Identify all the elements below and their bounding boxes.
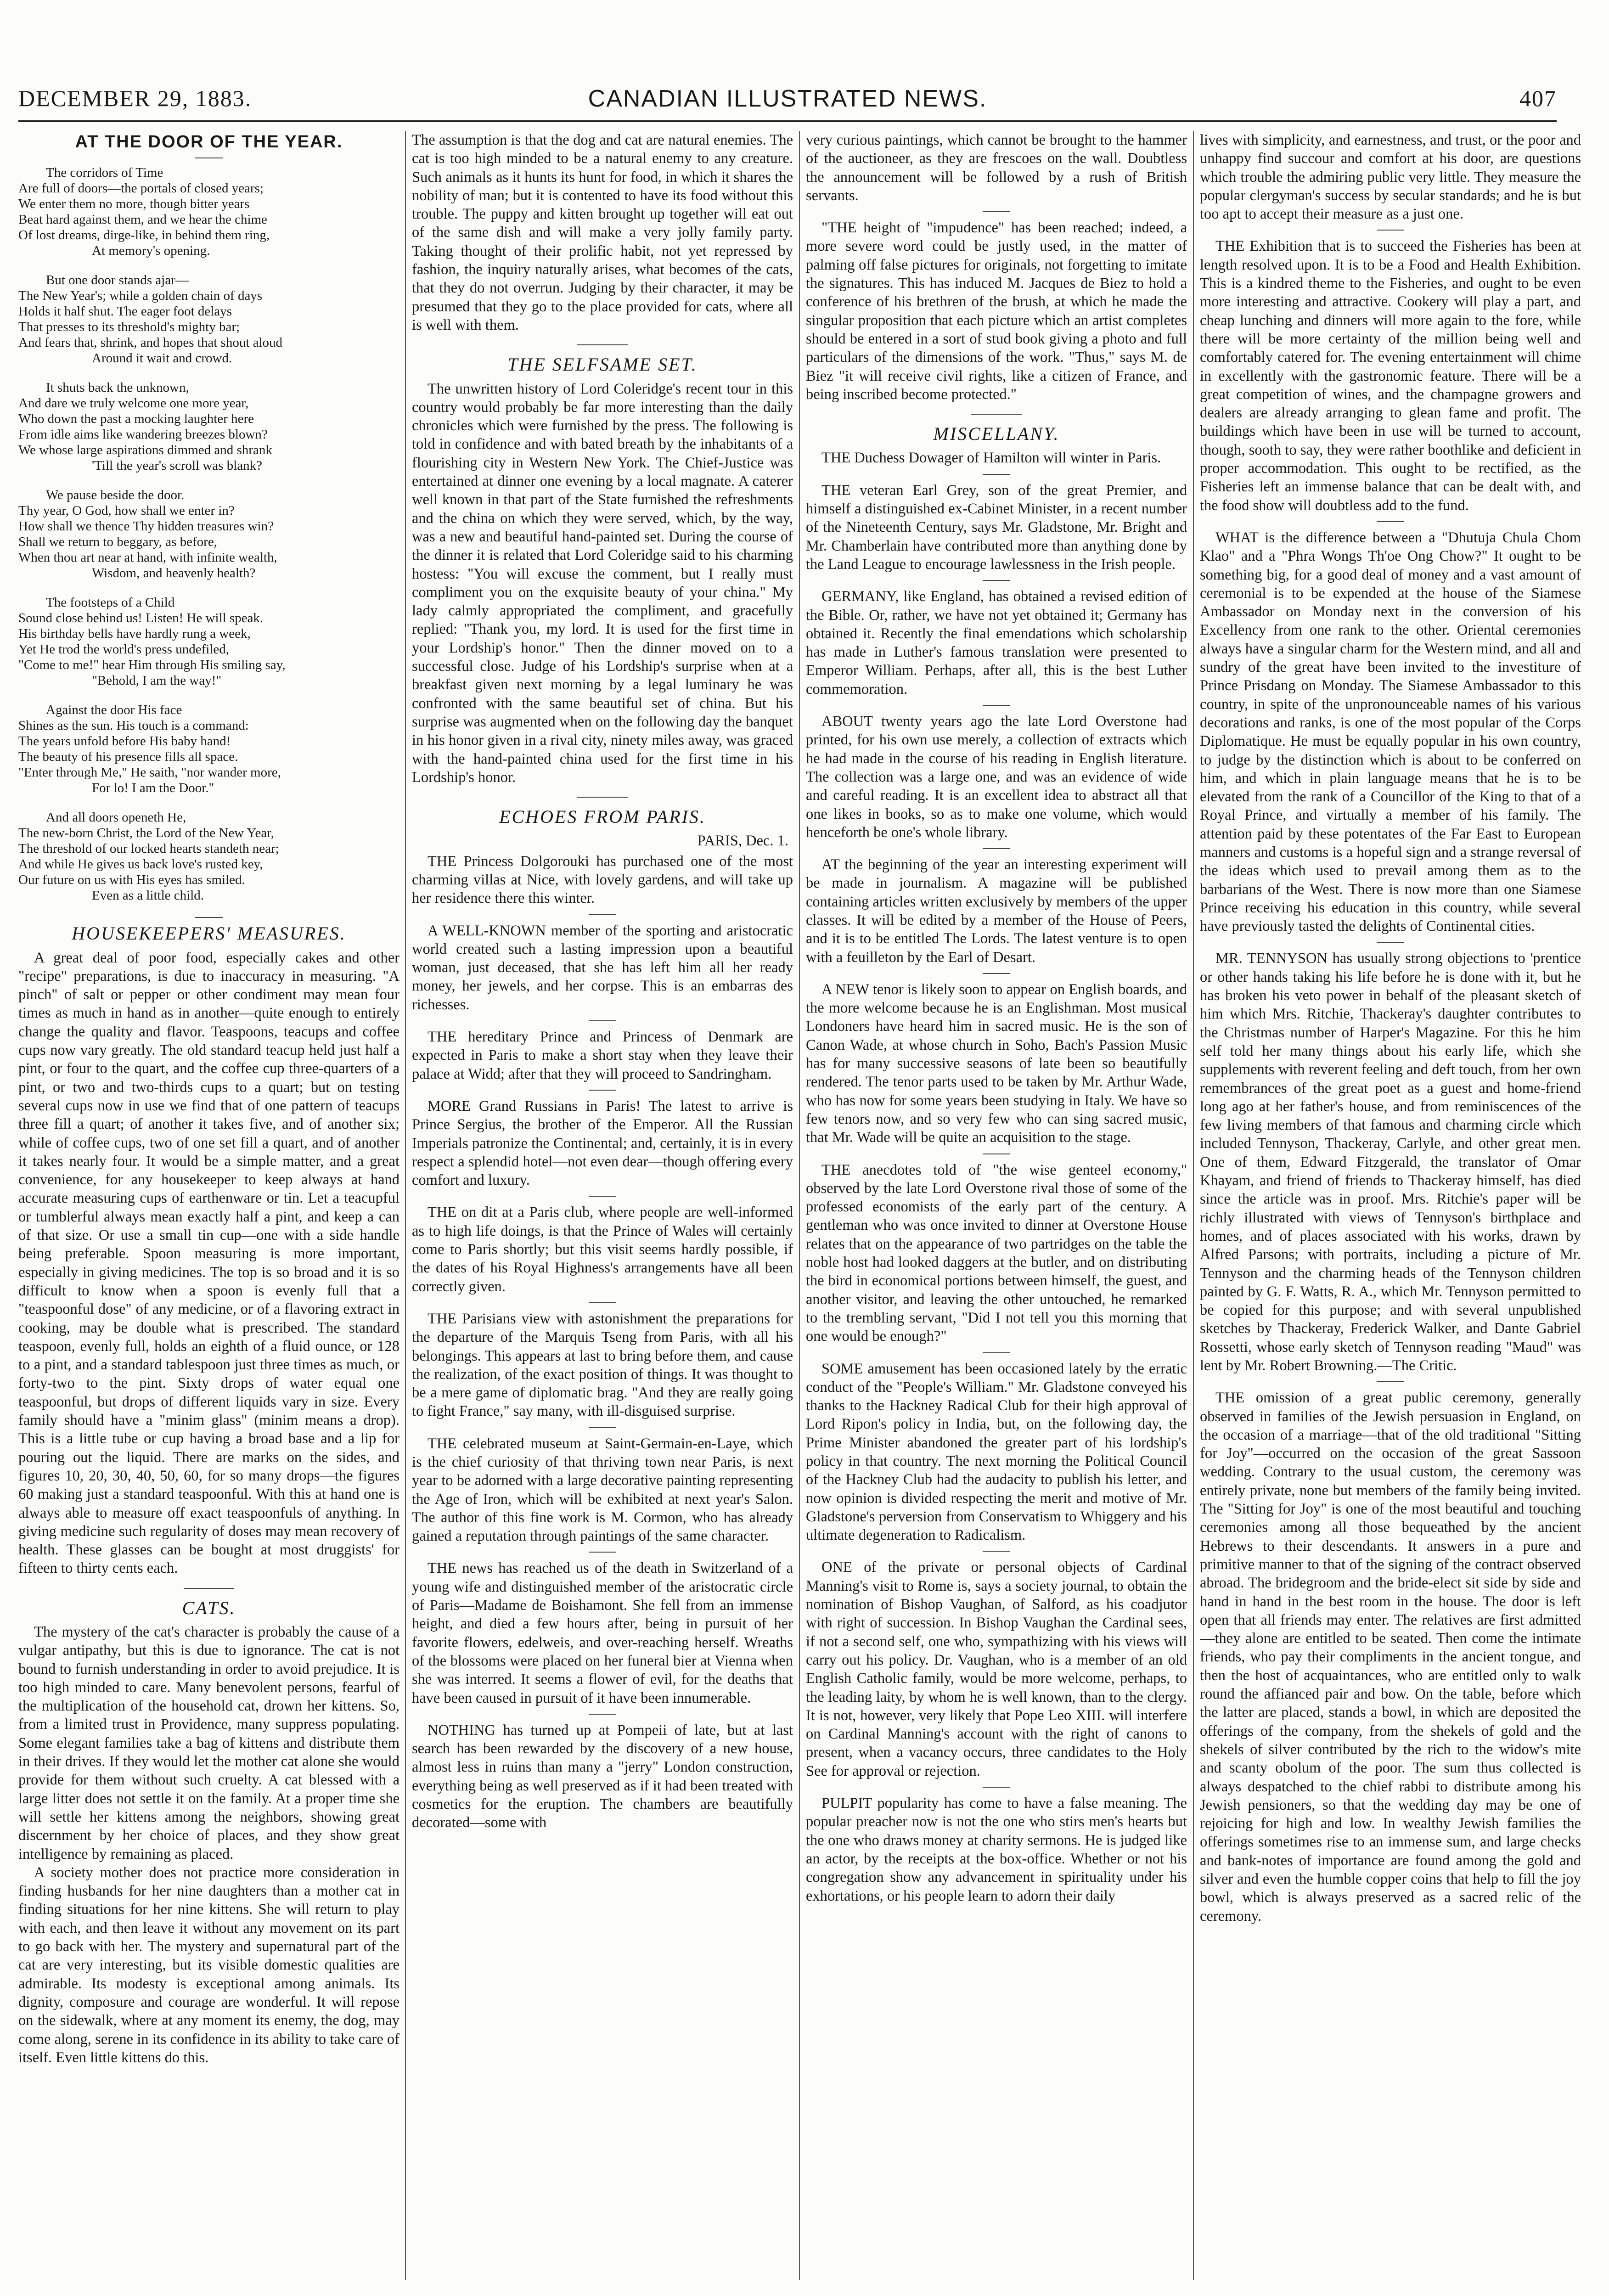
- paragraph: THE anecdotes told of "the wise genteel economy," observed by the late Lord Overstone rival those of some of the professed economists of the early part of the century. A gentleman who was once invited to dinner at Overstone House relates that on the appearance of two partridges on the table the noble host had looked daggers at the butler, and on distributing the bird in economical portions between himself, the guest, and another visitor, and leaving the other untouched, he remarked to the trembling servant, "Did I not tell you this morning that one would be enough?": [806, 1161, 1187, 1345]
- poem-line: But one door stands ajar—: [46, 273, 189, 288]
- paragraph: MORE Grand Russians in Paris! The latest to arrive is Prince Sergius, the brother of the Emperor. All the Russian Imperials patronize the Continental; and, certainly, it is in every respect a splendid hotel—not even dear—though offering every comfort and luxury.: [412, 1097, 793, 1189]
- poem-line: The footsteps of a Child: [46, 595, 175, 610]
- poem-line: We enter them no more, though bitter years: [18, 197, 250, 212]
- paragraph: THE news has reached us of the death in Switzerland of a young wife and distinguished member of the aristocratic circle of Paris—Madame de Boishamont. She fell from an immense height, and died a few hours after, being in pursuit of her favorite flowers, edelweis, and over-reaching herself. Wreaths of the blossoms were placed on her funeral bier at Vienna when she was interred. It seems a flower of evil, for the deaths that have been caused in pursuit of it have been innumerable.: [412, 1560, 793, 1706]
- paragraph: THE Exhibition that is to succeed the Fisheries has been at length resolved upon. It is to be a Food and Health Exhibition. This is a kindred theme to the Fisheries, and ought to be even more interesting and attractive. Cookery will play a part, and cheap lunching and dinners will more again to the fore, while there will be more certainty of the million being well and comfortably catered for. The evening entertainment will chime in excellently with the gastronomic feature. There will be a great competition of wines, and the champagne growers and dealers are already arranging to glean fame and profit. The buildings which have been in use will be turned to account, though, sooth to say, they were rather boothlike and deficient in proper accommodation. This ought to be rectified, as the Fisheries left an immense balance that can be dealt with, and the food show will doubtless add to the fund.: [1200, 238, 1581, 514]
- paragraph: "THE height of "impudence" has been reached; indeed, a more severe word could be justly used, in the matter of palming off false pictures for originals, not forgetting to imitate the signatures. This has induced M. Jacques de Biez to hold a conference of his brethren of the brush, at which he made the singular proposition that each picture which an artist completes should be entered in a sort of stud book giving a photo and full particulars of the dimensions of the work. "Thus," says M. de Biez "it will receive civil rights, like a citizen of France, and being inscribed become protected.": [806, 219, 1187, 403]
- masthead-rule: [18, 120, 1557, 122]
- item-separator: [589, 1090, 616, 1091]
- column-3: [806, 131, 1187, 2285]
- poem-line: Holds it half shut. The eager foot delays: [18, 304, 232, 319]
- paragraph: THE Duchess Dowager of Hamilton will winter in Paris.: [821, 450, 1161, 467]
- paragraph: The mystery of the cat's character is probably the cause of a vulgar antipathy, but this is due to ignorance. The cat is not bound to furnish understanding in order to avoid prejudice. It is too high minded to care. Many benevolent persons, fearful of the multiplication of the household cat, drown her kittens. So, from a limited trust in Providence, many suppress populating. Some elegant families take a bag of kittens and distribute them in their drives. If they would let the mother cat alone she would provide for them without such cruelty. A cat blessed with a large litter does not settle it on the family. At a proper time she will settle her kittens among the neighbors, showing great discernment by her choice of places, and they show great intelligence by remaining as placed.: [18, 1623, 399, 1863]
- poem-line: Around it wait and crowd.: [92, 351, 232, 366]
- item-separator: [589, 1714, 616, 1715]
- paragraph: NOTHING has turned up at Pompeii of late, but at last search has been rewarded by the discovery of a new house, almost less in ruins than many a "jerry" London construction, everything being as well preserved as if it had been treated with cosmetics for the eruption. The chambers are beautifully decorated—some with: [412, 1722, 793, 1831]
- paragraph: ABOUT twenty years ago the late Lord Overstone had printed, for his own use merely, a collection of extracts which he had made in the course of his reading in English literature. The collection was a large one, and was an evidence of wide and careful reading. It is an excellent idea to abstract all that one likes in books, so as to make one volume, which would henceforth be one's whole library.: [806, 713, 1187, 841]
- poem-line: Wisdom, and heavenly health?: [92, 566, 256, 581]
- column-rule: [799, 131, 800, 2280]
- item-separator: [589, 914, 616, 915]
- poem-line: The New Year's; while a golden chain of days: [18, 288, 263, 304]
- article-echoes-from-paris: [412, 852, 793, 1832]
- paragraph: THE veteran Earl Grey, son of the great Premier, and himself a distinguished ex-Cabinet Minister, in a recent number of the Nineteenth Century, says Mr. Gladstone, Mr. Bright and Mr. Chamberlain have contributed more than anything done by the Land League to encourage lawlessness in the Irish people.: [806, 482, 1187, 573]
- poem-line: We pause beside the door.: [46, 488, 185, 503]
- item-separator: [983, 474, 1010, 475]
- separator: [195, 917, 223, 918]
- paragraph: THE Parisians view with astonishment the preparations for the departure of the Marquis Tseng from Paris, with all his belongings. This appears at last to bring before them, and cause the realization, of the exact position of things. It was thought to be a mere game of diplomatic brag. "And they are really going to fight France," say many, with ill-disguised surprise.: [412, 1310, 793, 1420]
- poem-line: Beat hard against them, and we hear the chime: [18, 212, 267, 227]
- poem-line: Sound close behind us! Listen! He will speak.: [18, 611, 264, 626]
- item-separator: [589, 1196, 616, 1197]
- paragraph: The unwritten history of Lord Coleridge's recent tour in this country would probably be far more interesting than the daily chronicles which were furnished by the press. The following is told in confidence and with bated breath by the inhabitants of a flourishing city in Western New York. The Chief-Justice was entertained at dinner one evening by a local magnate. A caterer well known in that part of the State furnished the refreshments and the china on which they were served, which, by the way, was a new and beautiful hand-painted set. During the course of the dinner it is related that Lord Coleridge said to his charming hostess: "You will excuse the comment, but I really must compliment you on the exquisite beauty of your china." My lady calmly appropriated the compliment, and gracefully replied: "Thank you, my lord. It is used for the first time in your Lordship's honor." Then the dinner moved on to a successful close. Judge of his Lordship's surprise when at a breakfast given next morning by a legal luminary he was confronted with the same beautiful set of china. But his surprise was augmented when on the following day the banquet in his honor given in a rival city, ninety miles away, was graced with the hand-painted china used for the first time in his Lordship's honor.: [412, 380, 793, 786]
- article-selfsame-set: [412, 380, 793, 787]
- item-separator: [983, 1787, 1010, 1788]
- item-separator: [1377, 1381, 1404, 1382]
- separator: [184, 1588, 234, 1589]
- paragraph: A NEW tenor is likely soon to appear on English boards, and the more welcome because he is an Englishman. Most musical Londoners have heard him in sacred music. He is the son of Canon Wade, at whose church in Soho, Bach's Passion Music has for many successive seasons of late been so beautifully rendered. The tenor parts used to be taken by Mr. Arthur Wade, who has now for some years been studying in Italy. We have so few tenors now, and so very few who can sing sacred music, that Mr. Wade will be quite an acquisition to the stage.: [806, 981, 1187, 1146]
- poem-line: Shines as the sun. His touch is a command:: [18, 718, 249, 733]
- paragraph: ONE of the private or personal objects of Cardinal Manning's visit to Rome is, says a society journal, to obtain the nomination of Bishop Vaughan, of Salford, as his coadjutor with right of succession. In Bishop Vaughan the Cardinal sees, if not a second self, one who, sympathizing with his views will carry out his policy. Dr. Vaughan, who is a member of an old English Catholic family, would be more welcome, perhaps, to the leading laity, by whom he is well known, than to the clergy. It is not, however, very likely that Pope Leo XIII. will interfere on Cardinal Manning's account with the right of canons to present, when a vacancy occurs, three candidates to the Holy See for approval or rejection.: [806, 1559, 1187, 1779]
- poem-stanza: [18, 702, 399, 796]
- poem-stanza: [18, 595, 399, 688]
- paragraph: lives with simplicity, and earnestness, and trust, or the poor and unhappy find succour and comfort at his door, are questions which trouble the admiring public very little. They measure the popular clergyman's success by secular standards; and he is but too apt to accept their measure as a just one.: [1200, 132, 1581, 223]
- paragraph: WHAT is the difference between a "Dhutuja Chula Chom Klao" and a "Phra Wongs Th'oe Ong Chow?" It ought to be something big, for a good deal of money and a vast amount of ceremonial is to be expended at the house of the Siamese Ambassador on Monday next in the conversion of his Excellency from one rank to the other. Oriental ceremonies always have a singular charm for the Western mind, and all and sundry of the great have been invited to the investiture of Prince Prisdang on Monday. The Siamese Ambassador to this country, in spite of the unpronounceable names of his various decorations and ranks, is one of the most popular of the Corps Diplomatique. He must be equally popular in his own country, to judge by the distinction which is about to be conferred on him, and which in plain language means that he is to be elevated from the rank of a Councillor of the King to that of a Royal Prince, and virtually a member of his family. The attention paid by these potentates of the Far East to European manners and customs is a hopeful sign and a strange reversal of the ideas which used to prevail among them as to the barbarians of the West. There is now more than one Siamese Prince receiving his education in this country, while several have previously tasted the delights of Continental cities.: [1200, 529, 1581, 935]
- item-separator: [983, 580, 1010, 581]
- article-cats: [18, 1623, 399, 2067]
- paragraph: A society mother does not practice more consideration in finding husbands for her nine daughters than a mother cat in finding situations for her nine kittens. She will return to play with each, and then leave it without any movement on its part to go back with her. The mystery and supernatural part of the cat are very interesting, but its visible domestic qualities are admirable. Its modesty is exceptional among animals. Its dignity, composure and courage are wonderful. It will repose on the sidewalk, where at any moment its enemy, the dog, may come along, serene in its confidence in its ability to take care of itself. Even little kittens do this.: [18, 1864, 399, 2066]
- article-title-cats: CATS.: [182, 1597, 236, 1618]
- item-separator: [983, 973, 1010, 974]
- poem-line: The corridors of Time: [46, 165, 163, 180]
- item-separator: [983, 211, 1010, 212]
- paragraph: A great deal of poor food, especially cakes and other "recipe" preparations, is due to inaccuracy in measuring. "A pinch" of salt or pepper or other condiment may mean four times as much in hand as in another—quite enough to entirely change the quality and flavor. Teaspoons, teacups and coffee cups now vary greatly. The old standard teacup held just half a pint, or four to the quart, and the coffee cup three-quarters of a pint, or two and two-thirds cups to a quart; but on testing several cups now in use we find that of one pattern of teacups three fill a quart; of another it takes five, and of another six; while of coffee cups, two of one set fill a quart, and of another it takes nearly four. It would be a simple matter, and a great convenience, for any housekeeper to keep always at hand accurate measuring cups of earthenware or tin. Let a teacupful or tumblerful always mean exactly half a pint, and keep a can of that size. Or use a small tin cup—one with a side handle being preferable. Spoon measuring is more important, especially in giving medicines. The top is so broad and it is so difficult to know when a spoon is evenly full that a "teaspoonful dose" of any medicine, or of a flavoring extract in cooking, may be double what is prescribed. The standard teaspoon, evenly full, holds an eighth of a fluid ounce, or 128 to a pint, and a standard tablespoon just three times as much, or forty-two to the pint. Sixty drops of water equal one teaspoonful, but drops of different liquids vary in size. Every family should have a "minim glass" (minim means a drop). This is a little tube or cup having a broad base and a lip for pouring out the liquid. There are marks on the sides, and figures 10, 20, 30, 40, 50, 60, for so many drops—the figures 60 making just a standard teaspoonful. With this at hand one is always able to measure off exact teaspoonfuls of anything. In giving medicine such regularity of doses may mean recovery of health. These glasses can be bought at most druggists' for fifteen to thirty cents each.: [18, 949, 399, 1577]
- poem-line: At memory's opening.: [92, 243, 210, 259]
- paragraph: A WELL-KNOWN member of the sporting and aristocratic world created such a lasting impression upon a beautiful woman, just deceased, that she has left him all her ready money, her jewels, and her corpse. This is an embarras des richesses.: [412, 922, 793, 1013]
- item-separator: [589, 1427, 616, 1428]
- paragraph: AT the beginning of the year an interesting experiment will be made in journalism. A magazine will be published containing articles written exclusively by members of the upper classes. It will be edited by a member of the House of Peers, and it is to be entitled The Lords. The latest venture is to open with a feuilleton by the Earl of Desart.: [806, 856, 1187, 966]
- poem-line: For lo! I am the Door.": [92, 781, 214, 796]
- poem-line: Are full of doors—the portals of closed years;: [18, 181, 264, 196]
- poem-stanza: [18, 380, 399, 473]
- poem: [18, 165, 399, 903]
- poem-title: AT THE DOOR OF THE YEAR.: [75, 132, 343, 152]
- poem-line: His birthday bells have hardly rung a week,: [18, 626, 251, 642]
- poem-line: The new-born Christ, the Lord of the New Year,: [18, 826, 274, 841]
- poem-line: We whose large aspirations dimmed and shrank: [18, 443, 272, 458]
- poem-stanza: [18, 487, 399, 581]
- poem-line: Our future on us with His eyes has smiled.: [18, 872, 245, 888]
- item-separator: [589, 1020, 616, 1021]
- poem-line: Against the door His face: [46, 703, 182, 718]
- item-separator: [589, 1552, 616, 1553]
- article-title-selfsame-set: THE SELFSAME SET.: [507, 354, 698, 375]
- poem-line: How shall we thence Thy hidden treasures win?: [18, 519, 274, 534]
- separator: [971, 414, 1022, 415]
- column-rule: [1193, 131, 1194, 2280]
- item-separator: [1377, 230, 1404, 231]
- article-miscellany-continued: [1200, 131, 1581, 1925]
- column-2: [412, 131, 793, 2285]
- paragraph: GERMANY, like England, has obtained a revised edition of the Bible. Or, rather, we have not yet obtained it; Germany has obtained it. Recently the final emendations which scholarship has made in Luther's famous translation were presented to Emperor William. Perhaps, after all, this is the best Luther commemoration.: [806, 588, 1187, 698]
- paragraph: THE Princess Dolgorouki has purchased one of the most charming villas at Nice, with lovely gardens, and will take up her residence there this winter.: [412, 853, 793, 907]
- paragraph: SOME amusement has been occasioned lately by the erratic conduct of the "People's William." Mr. Gladstone conveyed his thanks to the Hackney Radical Club for their high approval of Lord Ripon's policy in India, but, on the following day, the Prime Minister abandoned the greater part of his lordship's policy in that country. The next morning the Political Council of the Hackney Club had the audacity to publish his letter, and now opinion is divided respecting the merit and motive of Mr. Gladstone's perversion from Conservatism to Whiggery and his ultimate degeneration to Radicalism.: [806, 1360, 1187, 1544]
- column-rule: [405, 131, 406, 2280]
- poem-line: Yet He trod the world's press undefiled,: [18, 642, 229, 657]
- poem-stanza: [18, 165, 399, 259]
- item-separator: [1377, 521, 1404, 522]
- paragraph: THE omission of a great public ceremony, generally observed in families of the Jewish persuasion in England, on the occasion of a marriage—that of the old traditional "Sitting for Joy"—occurred on the occasion of the great Sassoon wedding. Contrary to the usual custom, the ceremony was entirely private, none but members of the family being invited. The "Sitting for Joy" is one of the most beautiful and touching ceremonies among all those bequeathed by the ancient Hebrews to their descendants. It answers in a pure and primitive manner to that of the signing of the contract observed abroad. The bridegroom and the bride-elect sit side by side and hand in hand in the best room in the house. The door is left open that all friends may enter. The relatives are first admitted—they alone are entitled to be seated. Then come the intimate friends, who pay their compliments in the ancient tongue, and then the host of acquaintances, who are entitled only to walk round the affianced pair and bow. On the table, before which the latter are placed, stands a bowl, in which are deposited the offerings of the company, from the shekels of gold and the shekels of silver contributed by the rich to the widow's mite and scanty obolum of the poor. The sum thus collected is always despatched to the chief rabbi to distribute among his Jewish pensioners, so that the wedding day may be one of rejoicing for high and low. In wealthy Jewish families the offerings sometimes rise to an immense sum, and large checks and bank-notes of importance are found among the gold and silver and even the humble copper coins that help to fill the joy bowl, which is always preserved as a sacred relic of the ceremony.: [1200, 1390, 1581, 1925]
- poem-line: That presses to its threshold's mighty bar;: [18, 320, 240, 335]
- poem-line: Who down the past a mocking laughter here: [18, 411, 254, 427]
- poem-stanza: [18, 272, 399, 366]
- article-cats-continued: [412, 131, 793, 334]
- poem-line: The years unfold before His baby hand!: [18, 734, 231, 749]
- article-title-miscellany: MISCELLANY.: [933, 423, 1060, 445]
- poem-line: Of lost dreams, dirge-like, in behind them ring,: [18, 228, 270, 243]
- item-separator: [983, 1352, 1010, 1353]
- poem-line: And while He gives us back love's rusted key,: [18, 857, 263, 872]
- column-1: [18, 131, 399, 2285]
- poem-line: 'Till the year's scroll was blank?: [92, 458, 263, 473]
- poem-line: And dare we truly welcome one more year,: [18, 396, 249, 411]
- poem-stanza: [18, 810, 399, 903]
- poem-line: The threshold of our locked hearts standeth near;: [18, 841, 279, 856]
- poem-line: When thou art near at hand, with infinite wealth,: [18, 550, 277, 565]
- item-separator: [1377, 942, 1404, 943]
- dateline: PARIS, Dec. 1.: [697, 833, 788, 850]
- poem-line: Thy year, O God, how shall we enter in?: [18, 503, 235, 518]
- item-separator: [589, 1302, 616, 1303]
- paragraph: PULPIT popularity has come to have a false meaning. The popular preacher now is not the one who stirs men's hearts but the one who draws money at charity sermons. He is judged like an actor, by the receipts at the box-office. Whether or not his congregation show any advancement in spirituality under his exhortations, or his people learn to adorn their daily: [806, 1795, 1187, 1904]
- poem-line: It shuts back the unknown,: [46, 380, 189, 395]
- poem-line: Shall we return to beggary, as before,: [18, 535, 217, 550]
- item-separator: [983, 705, 1010, 706]
- page-number: 407: [1519, 85, 1557, 111]
- article-miscellany: [806, 449, 1187, 1905]
- item-separator: [983, 1551, 1010, 1552]
- article-title-echoes-from-paris: ECHOES FROM PARIS.: [499, 806, 706, 827]
- paragraph: THE on dit at a Paris club, where people are well-informed as to high life doings, is that the Prince of Wales will certainly come to Paris shortly; but this visit seems hardly possible, if the dates of his Royal Highness's arrangements have all been correctly given.: [412, 1204, 793, 1295]
- poem-line: "Enter through Me," He saith, "nor wander more,: [18, 765, 281, 780]
- issue-date: DECEMBER 29, 1883.: [18, 85, 252, 111]
- poem-line: The beauty of his presence fills all space.: [18, 749, 238, 765]
- article-housekeepers: [18, 949, 399, 1578]
- paragraph: THE hereditary Prince and Princess of Denmark are expected in Paris to make a short stay when they leave their palace at Widd; after that they will proceed to Sandringham.: [412, 1029, 793, 1082]
- poem-line: And all doors openeth He,: [46, 810, 186, 825]
- newspaper-title: CANADIAN ILLUSTRATED NEWS.: [588, 85, 987, 112]
- paragraph: very curious paintings, which cannot be brought to the hammer of the auctioneer, as they are frescoes on the wall. Doubtless the announcement will be followed by a rush of British servants.: [806, 132, 1187, 204]
- separator: [577, 797, 628, 798]
- item-separator: [983, 848, 1010, 849]
- poem-line: "Come to me!" hear Him through His smiling say,: [18, 658, 286, 673]
- column-4: [1200, 131, 1581, 2285]
- poem-line: "Behold, I am the way!": [92, 673, 222, 688]
- paragraph: MR. TENNYSON has usually strong objections to 'prentice or other hands taking his life before he is done with it, but he has broken his veto power in behalf of the pleasant sketch of him which Mrs. Ritchie, Thackeray's daughter contributes to the Christmas number of Harper's Magazine. For this he him self told her many things about his early life, which she supplements with reverent feeling and deft touch, from her own remembrances of the great poet as a guest and home-friend long ago at her father's house, and from reminiscences of the few living members of that famous and charming circle which included Tennyson, Thackeray, Carlyle, and other great men. One of them, Edward Fitzgerald, the translator of Omar Khayam, and friend of friends to Thackeray himself, has died since the article was in proof. Mrs. Ritchie's paper will be richly illustrated with views of Tennyson's birthplace and homes, and of places associated with his works, drawn by Alfred Parsons; with portraits, including a picture of Mr. Tennyson and the charming heads of the Tennyson children painted by G. F. Watts, R. A., which Mr. Tennyson permitted to be copied for this purpose; and with several unpublished sketches by Thackeray, Frederick Walker, and Dante Gabriel Rossetti, whose early sketch of Tennyson reading "Maud" was lent by Mr. Robert Browning.—The Critic.: [1200, 950, 1581, 1374]
- poem-line: Even as a little child.: [92, 888, 204, 903]
- article-echoes-continued: [806, 131, 1187, 404]
- paragraph: THE celebrated museum at Saint-Germain-en-Laye, which is the chief curiosity of that thriving town near Paris, is next year to be adorned with a large decorative painting representing the Age of Iron, which will be exhibited at next year's Salon. The author of this fine work is M. Cormon, who has already gained a reputation through paintings of the same character.: [412, 1435, 793, 1545]
- article-title-housekeepers: HOUSEKEEPERS' MEASURES.: [72, 923, 346, 944]
- paragraph: The assumption is that the dog and cat are natural enemies. The cat is too high minded to be a natural enemy to any creature. Such animals as it hunts its hunt for food, in which it shares the nobility of man; but it is contented to have its food without this trouble. The puppy and kitten brought up together will eat out of the same dish and will make a very jolly family party. Taking thought of their prolific habit, not yet repressed by fashion, the inquiry naturally arises, what becomes of the cats, that they do not overrun. Judging by their character, it may be presumed that they go to the place provided for cats, where all is well with them.: [412, 132, 793, 333]
- poem-line: And fears that, shrink, and hopes that shout aloud: [18, 335, 283, 350]
- poem-line: From idle aims like wandering breezes blown?: [18, 427, 268, 442]
- separator: [577, 344, 628, 345]
